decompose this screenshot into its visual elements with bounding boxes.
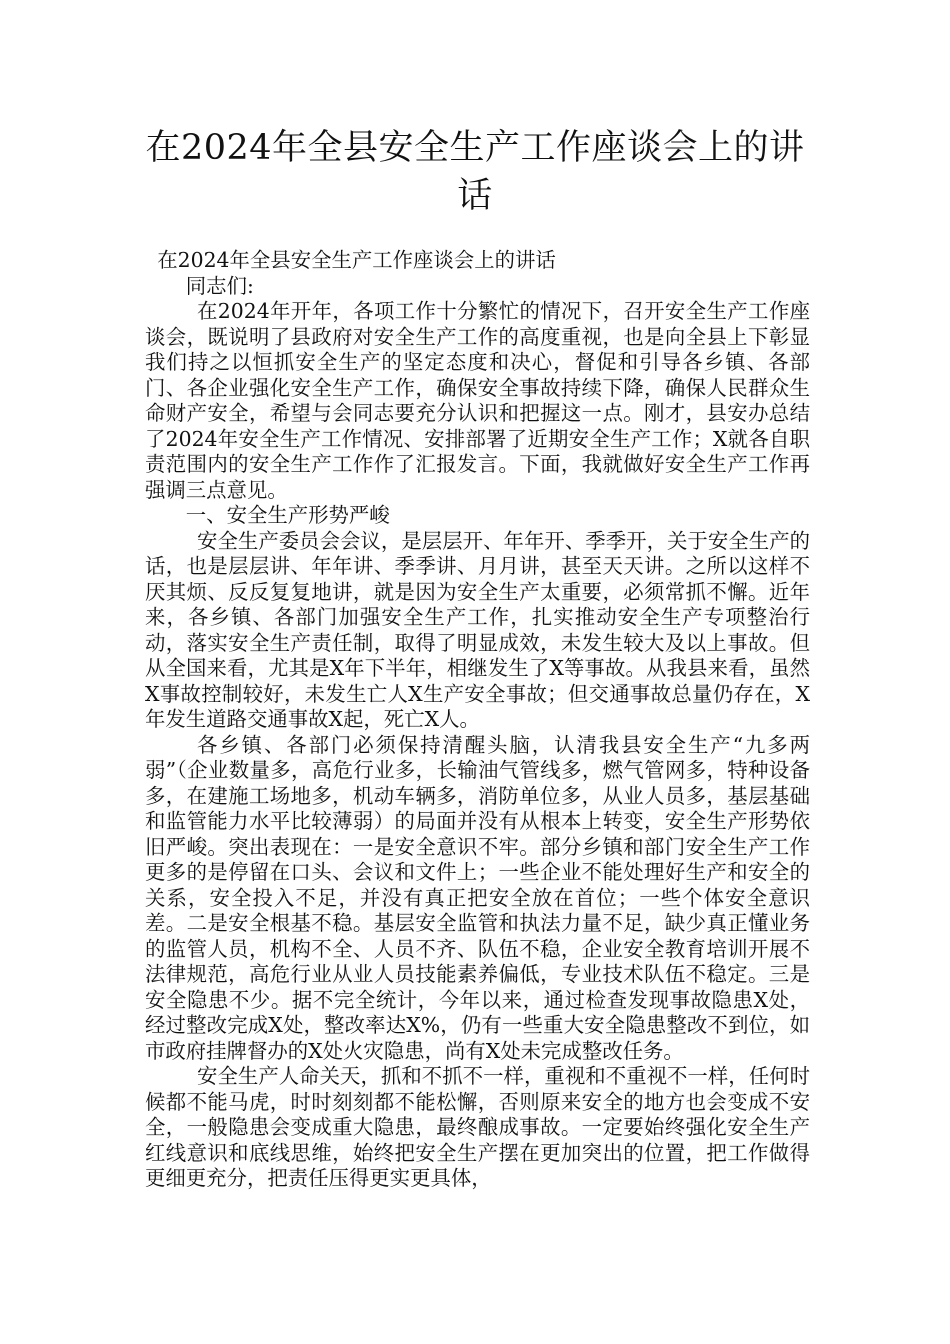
paragraph-intro: 在2024年开年，各项工作十分繁忙的情况下，召开安全生产工作座谈会，既说明了县政府对安全生产工作的高度重视，也是向全县上下彰显我们持之以恒抓安全生产的坚定态度和决心，督促和引导各乡镇、各部门、各企业强化安全生产工作，确保安全事故持续下降，确保人民群众生命财产安全，希望与会同志要充分认识和把握这一点。刚才，县安办总结了2024年安全生产工作情况、安排部署了近期安全生产工作；X就各自职责范围内的安全生产工作作了汇报发言。下面，我就做好安全生产工作再强调三点意见。: [145, 299, 810, 502]
document-body: [145, 248, 810, 1192]
document-title: 在2024年全县安全生产工作座谈会上的讲话: [145, 128, 805, 216]
document-subtitle: 在2024年全县安全生产工作座谈会上的讲话: [157, 248, 556, 272]
paragraph-responsibility: 安全生产人命关天，抓和不抓不一样，重视和不重视不一样，任何时候都不能马虎，时时刻刻都不能松懈，否则原来安全的地方也会变成不安全，一般隐患会变成重大隐患，最终酿成事故。一定要始终强化安全生产红线意识和底线思维，始终把安全生产摆在更加突出的位置，把工作做得更细更充分，把责任压得更实更具体，: [145, 1064, 810, 1190]
paragraph-situation: 安全生产委员会会议，是层层开、年年开、季季开，关于安全生产的话，也是层层讲、年年讲、季季讲、月月讲，甚至天天讲。之所以这样不厌其烦、反反复复地讲，就是因为安全生产太重要，必须常抓不懈。近年来，各乡镇、各部门加强安全生产工作，扎实推动安全生产专项整治行动，落实安全生产责任制，取得了明显成效，未发生较大及以上事故。但从全国来看，尤其是X年下半年，相继发生了X等事故。从我县来看，虽然X事故控制较好，未发生亡人X生产安全事故；但交通事故总量仍存在，X年发生道路交通事故X起，死亡X人。: [145, 528, 810, 731]
paragraph-problems: 各乡镇、各部门必须保持清醒头脑，认清我县安全生产“九多两弱”（企业数量多，高危行业多，长输油气管线多，燃气管网多，特种设备多，在建施工场地多，机动车辆多，消防单位多，从业人员多，基层基础和监管能力水平比较薄弱）的局面并没有从根本上转变，安全生产形势依旧严峻。突出表现在：一是安全意识不牢。部分乡镇和部门安全生产工作更多的是停留在口头、会议和文件上；一些企业不能处理好生产和安全的关系，安全投入不足，并没有真正把安全放在首位；一些个体安全意识差。二是安全根基不稳。基层安全监管和执法力量不足，缺少真正懂业务的监管人员，机构不全、人员不齐、队伍不稳，企业安全教育培训开展不法律规范，高危行业从业人员技能素养偏低，专业技术队伍不稳定。三是安全隐患不少。据不完全统计，今年以来，通过检查发现事故隐患X处，经过整改完成X处，整改率达X%，仍有一些重大安全隐患整改不到位，如市政府挂牌督办的X处火灾隐患，尚有X处未完成整改任务。: [145, 732, 810, 1063]
greeting: 同志们:: [185, 273, 254, 298]
section-heading: 一、安全生产形势严峻: [185, 503, 390, 527]
